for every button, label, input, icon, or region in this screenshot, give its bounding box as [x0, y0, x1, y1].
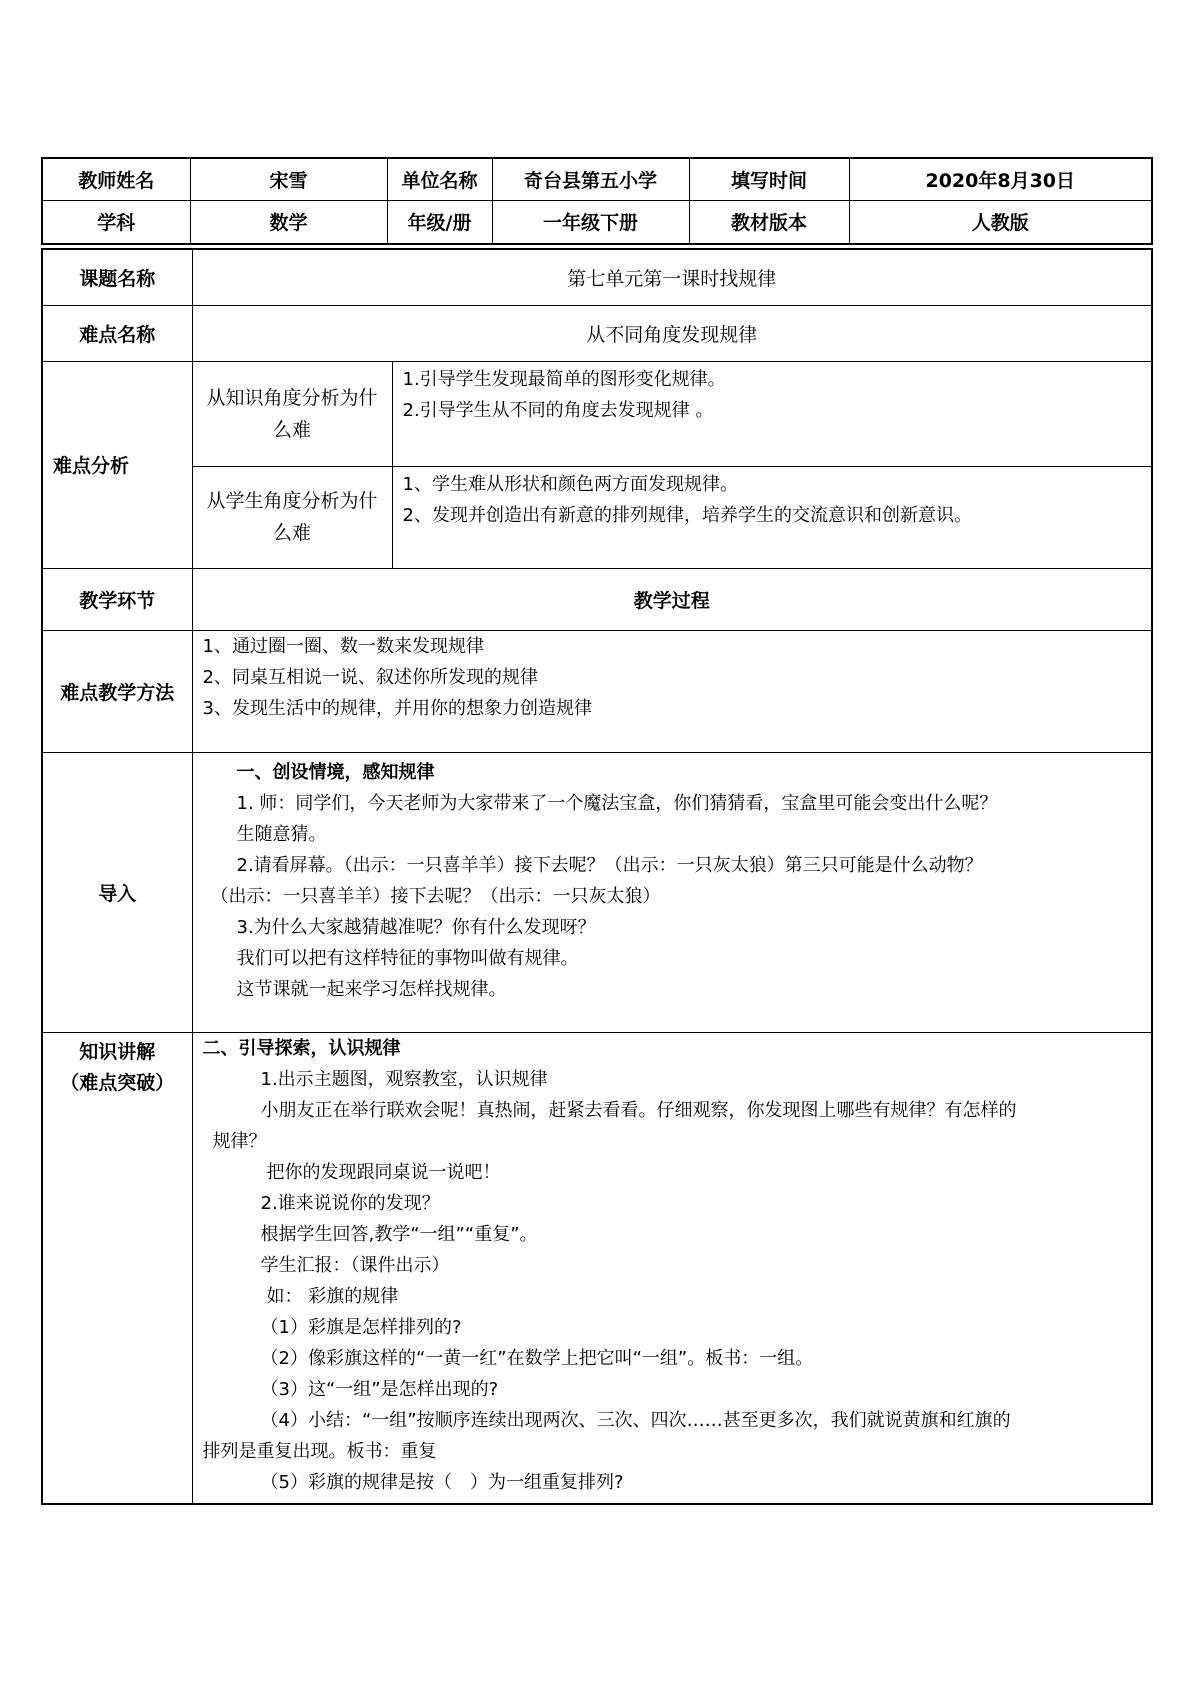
- teacher-name-value: 宋雪: [190, 158, 387, 200]
- method-row: [42, 630, 1152, 752]
- student-line-2: 2、发现并创造出有新意的排列规律，培养学生的交流意识和创新意识。: [402, 504, 972, 526]
- knowledge-l4: 2.谁来说说你的发现？: [260, 1192, 440, 1214]
- intro-p2b: （出示：一只喜羊羊）接下去呢？（出示：一只灰太狼）: [210, 885, 661, 907]
- knowledge-l8: （1）彩旗是怎样排列的?: [260, 1316, 462, 1338]
- analysis-label: 难点分析: [42, 361, 192, 568]
- teaching-stage-label: 教学环节: [42, 568, 192, 630]
- difficulty-row: [42, 305, 1152, 361]
- knowledge-l9: （2）像彩旗这样的“一黄一红”在数学上把它叫“一组”。板书：一组。: [260, 1347, 814, 1369]
- method-label: 难点教学方法: [42, 630, 192, 752]
- method-line-3: 3、发现生活中的规律，并用你的想象力创造规律: [202, 697, 592, 719]
- unit-name-value: 奇台县第五小学: [492, 158, 689, 200]
- edition-label: 教材版本: [689, 200, 849, 244]
- grade-label: 年级/册: [387, 200, 492, 244]
- knowledge-l2: 小朋友正在举行联欢会呢！真热闹，赶紧去看看。仔细观察，你发现图上哪些有规律？有怎样的: [260, 1099, 1017, 1121]
- intro-p4: 我们可以把有这样特征的事物叫做有规律。: [236, 947, 579, 969]
- main-table: [41, 248, 1153, 1505]
- intro-content: [192, 752, 1152, 1032]
- knowledge-l7: 如： 彩旗的规律: [266, 1285, 399, 1307]
- intro-row: [42, 752, 1152, 1032]
- intro-p1: 1. 师：同学们，今天老师为大家带来了一个魔法宝盒，你们猜猜看，宝盒里可能会变出什么呢？: [236, 792, 998, 814]
- knowledge-l5: 根据学生回答,教学“一组”“重复”。: [260, 1223, 538, 1245]
- intro-heading: 一、创设情境，感知规律: [236, 761, 435, 783]
- knowledge-row: [42, 1032, 1152, 1504]
- knowledge-content: [192, 1032, 1152, 1504]
- unit-name-label: 单位名称: [387, 158, 492, 200]
- lesson-title-row: [42, 249, 1152, 305]
- grade-value: 一年级下册: [492, 200, 689, 244]
- knowledge-l3: 把你的发现跟同桌说一说吧！: [266, 1161, 501, 1183]
- knowledge-l12: （5）彩旗的规律是按（ ）为一组重复排列?: [260, 1471, 624, 1493]
- knowledge-heading: 二、引导探索，认识规律: [202, 1037, 401, 1059]
- knowledge-l2b: 规律？: [212, 1130, 267, 1152]
- analysis-student-row: [42, 466, 1152, 568]
- difficulty-label: 难点名称: [42, 305, 192, 361]
- method-line-2: 2、同桌互相说一说、叙述你所发现的规律: [202, 666, 538, 688]
- fill-date-label: 填写时间: [689, 158, 849, 200]
- subject-label: 学科: [42, 200, 190, 244]
- knowledge-l11: （4）小结：“一组”按顺序连续出现两次、三次、四次……甚至更多次，我们就说黄旗和红旗的: [260, 1409, 1011, 1431]
- intro-p5: 这节课就一起来学习怎样找规律。: [236, 978, 507, 1000]
- intro-p2: 2.请看屏幕。（出示：一只喜羊羊）接下去呢？（出示：一只灰太狼）第三只可能是什么动物？: [236, 854, 983, 876]
- knowledge-l11b: 排列是重复出现。板书：重复: [202, 1440, 437, 1462]
- header-row-1: [42, 158, 1152, 200]
- knowledge-label-line-2: （难点突破）: [60, 1071, 175, 1094]
- fill-date-value: 2020年8月30日: [849, 158, 1152, 200]
- intro-label: 导入: [42, 752, 192, 1032]
- knowledge-line-1: 1.引导学生发现最简单的图形变化规律。: [402, 368, 726, 390]
- lesson-plan-sheet: [41, 157, 1151, 1505]
- student-line-1: 1、学生难从形状和颜色两方面发现规律。: [402, 473, 738, 495]
- method-content: [192, 630, 1152, 752]
- student-angle-label: 从学生角度分析为什么难: [192, 466, 392, 568]
- difficulty-value: 从不同角度发现规律: [192, 305, 1152, 361]
- intro-p1b: 生随意猜。: [236, 823, 327, 845]
- knowledge-l6: 学生汇报：（课件出示）: [260, 1254, 450, 1276]
- header-table: [41, 157, 1153, 245]
- header-row-2: [42, 200, 1152, 244]
- process-header-row: [42, 568, 1152, 630]
- knowledge-l1: 1.出示主题图，观察教室，认识规律: [260, 1068, 548, 1090]
- knowledge-line-2: 2.引导学生从不同的角度去发现规律 。: [402, 399, 714, 421]
- knowledge-label-line-1: 知识讲解: [79, 1040, 156, 1063]
- lesson-title-label: 课题名称: [42, 249, 192, 305]
- knowledge-angle-label: 从知识角度分析为什么难: [192, 361, 392, 466]
- analysis-knowledge-row: [42, 361, 1152, 466]
- student-angle-content: [392, 466, 1152, 568]
- knowledge-label: [42, 1032, 192, 1504]
- knowledge-angle-content: [392, 361, 1152, 466]
- intro-p3: 3.为什么大家越猜越准呢？你有什么发现呀？: [236, 916, 596, 938]
- method-line-1: 1、通过圈一圈、数一数来发现规律: [202, 635, 484, 657]
- knowledge-l10: （3）这“一组”是怎样出现的?: [260, 1378, 499, 1400]
- subject-value: 数学: [190, 200, 387, 244]
- teacher-name-label: 教师姓名: [42, 158, 190, 200]
- edition-value: 人教版: [849, 200, 1152, 244]
- lesson-title-value: 第七单元第一课时找规律: [192, 249, 1152, 305]
- teaching-process-label: 教学过程: [192, 568, 1152, 630]
